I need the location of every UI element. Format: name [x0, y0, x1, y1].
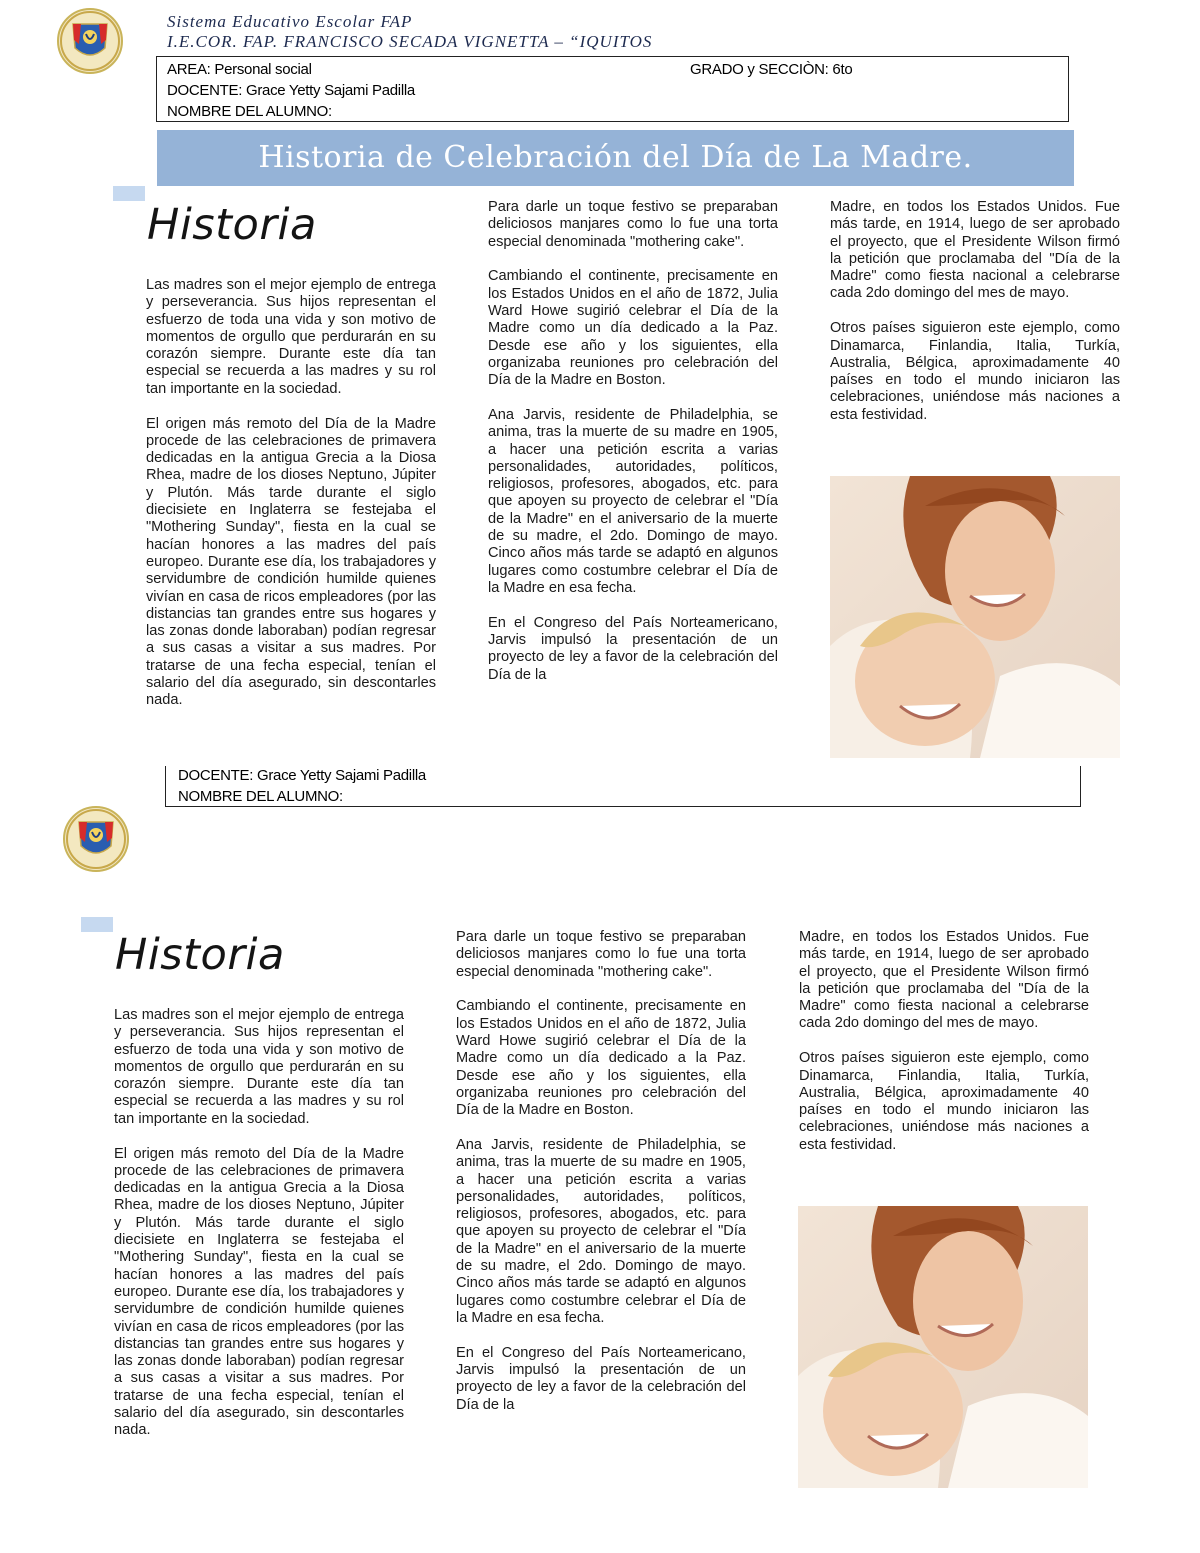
text-column-3	[799, 929, 1089, 1172]
mother-child-image	[830, 476, 1120, 758]
paragraph: Madre, en todos los Estados Unidos. Fue más tarde, en 1914, luego de ser aprobado el proyecto, que el Presidente Wilson firmó la petición que proclamaba del "Día de la Madre" como fiesta nacional a celebrarse cada 2do domingo del mes de mayo.	[799, 929, 1089, 1032]
text-column-1	[114, 1007, 404, 1457]
paragraph: Cambiando el continente, precisamente en los Estados Unidos en el año de 1872, Julia Ward Howe sugirió celebrar el Día de la Madre como un día dedicado a la Paz. Desde ese año y los siguientes, ella organizaba reuniones pro celebración del Día de la Madre en Boston.	[488, 268, 778, 389]
paragraph: Las madres son el mejor ejemplo de entrega y perseverancia. Sus hijos representan el esfuerzo de toda una vida y son motivo de momentos de orgullo que perdurarán en su corazón siempre. Durante este día tan especial se recuerda a las madres y su rol tan importante en la sociedad.	[146, 277, 436, 397]
school-crest-icon	[59, 10, 121, 72]
school-logo	[63, 806, 129, 872]
paragraph: Ana Jarvis, residente de Philadelphia, se anima, tras la muerte de su madre en 1905, a hacer una petición escrita a varias personalidades, autoridades, políticos, religiosos, profesores, abogados, etc. para que apoyen su proyecto de celebrar el "Día de la Madre" en el aniversario de la muerte de su madre, el 2do. Domingo de mayo. Cinco años más tarde se adaptó en algunos lugares como costumbre celebrar el Día de la Madre en esa fecha.	[488, 406, 778, 596]
paragraph: Otros países siguieron este ejemplo, como Dinamarca, Finlandia, Italia, Turkía, Australia, Bélgica, aproximadamente 40 países en todo el mundo iniciaron las celebraciones, uniéndose más naciones a esta festividad.	[799, 1050, 1089, 1153]
teacher-label: DOCENTE: Grace Yetty Sajami Padilla	[167, 82, 415, 99]
student-name-label: NOMBRE DEL ALUMNO:	[167, 103, 332, 120]
student-info-box-fragment	[165, 766, 1081, 807]
text-column-3	[830, 199, 1120, 442]
document-title: Historia de Celebración del Día de La Madre.	[157, 130, 1074, 186]
paragraph: Otros países siguieron este ejemplo, como Dinamarca, Finlandia, Italia, Turkía, Australia, Bélgica, aproximadamente 40 países en todo el mundo iniciaron las celebraciones, uniéndose más naciones a esta festividad.	[830, 320, 1120, 423]
mother-child-image	[798, 1206, 1088, 1488]
school-name-line: I.E.COR. FAP. FRANCISCO SECADA VIGNETTA – “IQUITOS	[167, 32, 653, 51]
school-crest-icon	[65, 808, 127, 870]
section-tab-marker	[81, 917, 113, 932]
text-column-1	[146, 277, 436, 727]
teacher-label: DOCENTE: Grace Yetty Sajami Padilla	[178, 767, 426, 784]
paragraph: Para darle un toque festivo se preparaban deliciosos manjares como lo fue una torta especial denominada "mothering cake".	[456, 929, 746, 980]
section-tab-marker	[113, 186, 145, 201]
paragraph: Cambiando el continente, precisamente en los Estados Unidos en el año de 1872, Julia Ward Howe sugirió celebrar el Día de la Madre como un día dedicado a la Paz. Desde ese año y los siguientes, ella organizaba reuniones pro celebración del Día de la Madre en Boston.	[456, 998, 746, 1119]
paragraph: El origen más remoto del Día de la Madre procede de las celebraciones de primavera dedicadas en la antigua Grecia a la Diosa Rhea, madre de los dioses Neptuno, Júpiter y Plutón. Más tarde durante el siglo diecisiete en Inglaterra se festejaba el "Mothering Sunday", fiesta en la cual se hacían honores a las madres del país europeo. Durante ese día, los trabajadores y servidumbre de condición humilde quienes vivían en casa de ricos empleadores (por las distancias tan grandes entre sus hogares y las zonas donde laboraban) podían regresar a sus casas a visitar a sus madres. Por tratarse de una fecha especial, tenían el salario del día asegurado, sin descontarles nada.	[146, 415, 436, 709]
text-column-2	[488, 199, 778, 701]
area-label: AREA: Personal social	[167, 61, 312, 78]
paragraph: Para darle un toque festivo se preparaban deliciosos manjares como lo fue una torta especial denominada "mothering cake".	[488, 199, 778, 250]
paragraph: Ana Jarvis, residente de Philadelphia, se anima, tras la muerte de su madre en 1905, a hacer una petición escrita a varias personalidades, autoridades, políticos, religiosos, profesores, abogados, etc. para que apoyen su proyecto de celebrar el "Día de la Madre" en el aniversario de la muerte de su madre, el 2do. Domingo de mayo. Cinco años más tarde se adaptó en algunos lugares como costumbre celebrar el Día de la Madre en esa fecha.	[456, 1136, 746, 1326]
paragraph: Madre, en todos los Estados Unidos. Fue más tarde, en 1914, luego de ser aprobado el proyecto, que el Presidente Wilson firmó la petición que proclamaba del "Día de la Madre" como fiesta nacional a celebrarse cada 2do domingo del mes de mayo.	[830, 199, 1120, 302]
student-name-label: NOMBRE DEL ALUMNO:	[178, 788, 343, 805]
mother-child-photo	[798, 1206, 1088, 1488]
grade-label: GRADO y SECCIÒN: 6to	[690, 61, 853, 78]
student-info-box	[156, 56, 1069, 122]
mother-child-photo	[830, 476, 1120, 758]
paragraph: El origen más remoto del Día de la Madre procede de las celebraciones de primavera dedicadas en la antigua Grecia a la Diosa Rhea, madre de los dioses Neptuno, Júpiter y Plutón. Más tarde durante el siglo diecisiete en Inglaterra se festejaba el "Mothering Sunday", fiesta en la cual se hacían honores a las madres del país europeo. Durante ese día, los trabajadores y servidumbre de condición humilde quienes vivían en casa de ricos empleadores (por las distancias tan grandes entre sus hogares y las zonas donde laboraban) podían regresar a sus casas a visitar a sus madres. Por tratarse de una fecha especial, tenían el salario del día asegurado, sin descontarles nada.	[114, 1145, 404, 1439]
school-logo	[57, 8, 123, 74]
paragraph: En el Congreso del País Norteamericano, Jarvis impulsó la presentación de un proyecto de ley a favor de la celebración del Día de la	[488, 614, 778, 683]
school-system-line: Sistema Educativo Escolar FAP	[167, 12, 413, 31]
section-heading: Historia	[115, 930, 285, 980]
text-column-2	[456, 929, 746, 1431]
section-heading: Historia	[147, 200, 317, 250]
paragraph: Las madres son el mejor ejemplo de entrega y perseverancia. Sus hijos representan el esfuerzo de toda una vida y son motivo de momentos de orgullo que perdurarán en su corazón siempre. Durante este día tan especial se recuerda a las madres y su rol tan importante en la sociedad.	[114, 1007, 404, 1127]
paragraph: En el Congreso del País Norteamericano, Jarvis impulsó la presentación de un proyecto de ley a favor de la celebración del Día de la	[456, 1344, 746, 1413]
